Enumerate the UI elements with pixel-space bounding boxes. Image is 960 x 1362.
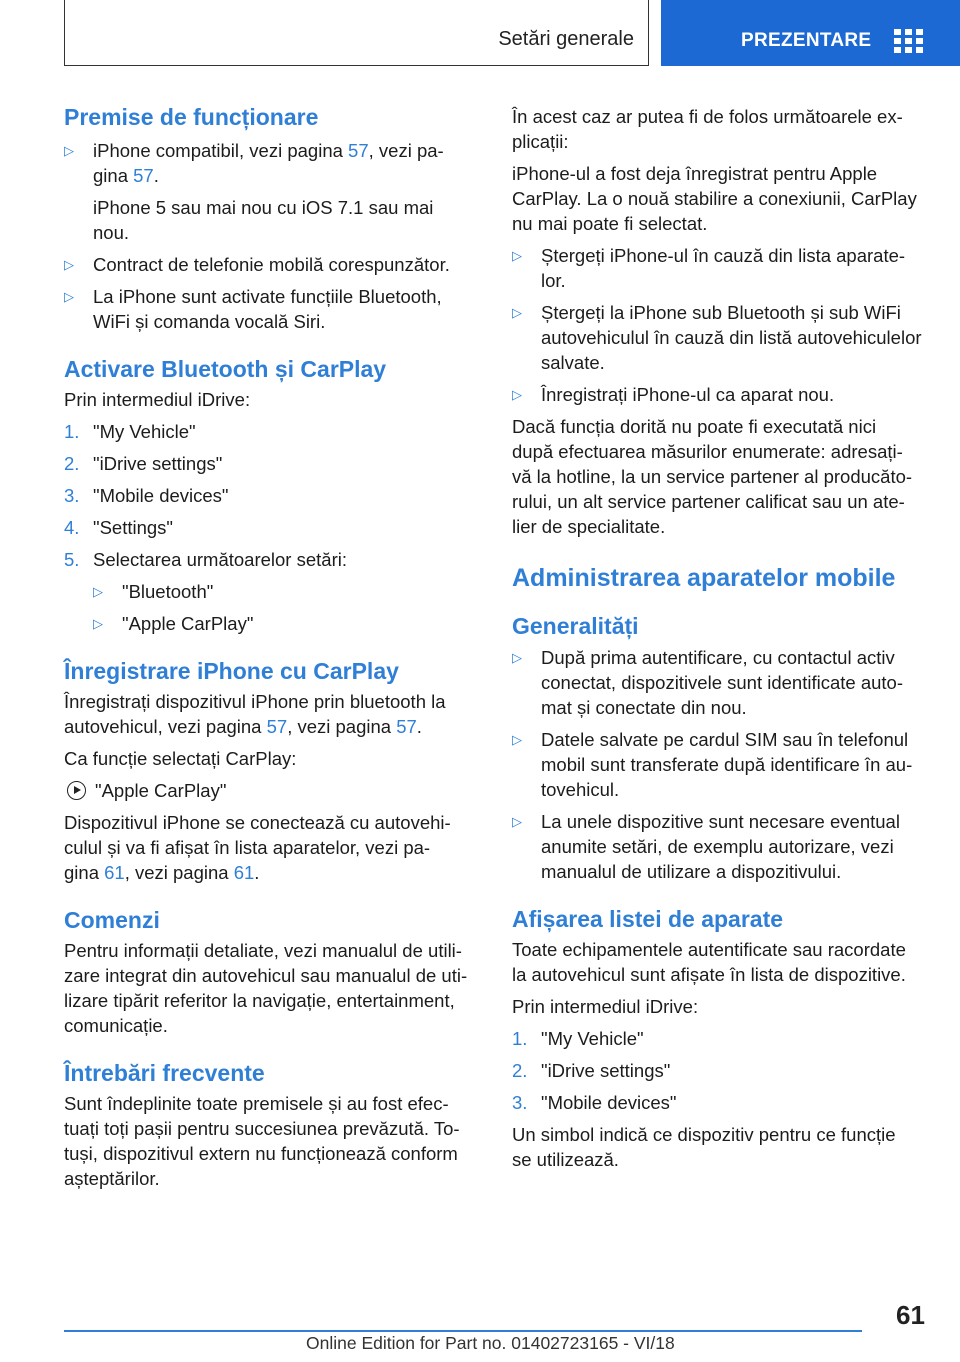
- list-item: 4. "Settings": [64, 517, 173, 538]
- list-item: 5. Selectarea următoarelor setări:: [64, 549, 347, 570]
- heading-comenzi: Comenzi: [64, 907, 160, 933]
- page-link-57[interactable]: 57: [266, 716, 288, 737]
- grid-menu-icon[interactable]: [894, 29, 922, 53]
- page-link-57[interactable]: 57: [133, 165, 154, 186]
- triangle-bullet-icon: ▷: [512, 814, 522, 829]
- play-circle-icon: [67, 781, 86, 800]
- triangle-bullet-icon: ▷: [512, 732, 522, 747]
- list-item: 2. "iDrive settings": [64, 453, 223, 474]
- triangle-bullet-icon: ▷: [64, 257, 74, 272]
- steps-list: [512, 1026, 942, 1115]
- heading-afisarea: Afișarea listei de aparate: [512, 906, 784, 932]
- registered-paragraph: iPhone-ul a fost deja înregistrat pentru Apple CarPlay. La o nouă stabilire a conexiunii, CarPlay nu mai poate fi selectat.: [512, 163, 917, 234]
- page-link-61[interactable]: 61: [104, 862, 125, 883]
- list-item: 3. "Mobile devices": [64, 485, 229, 506]
- heading-premise: Premise de funcționare: [64, 104, 319, 130]
- simbol-paragraph: Un simbol indică ce dispozitiv pentru ce funcție se utilizează.: [512, 1124, 896, 1170]
- footer-divider: [64, 1330, 862, 1332]
- header-section-box: [64, 0, 649, 66]
- steps-list: [64, 419, 484, 572]
- page-link-57[interactable]: 57: [348, 140, 369, 161]
- heading-administrarea: Administrarea aparatelor mobile: [512, 564, 896, 592]
- heading-generalitati: Generalități: [512, 613, 639, 639]
- triangle-bullet-icon: ▷: [512, 387, 522, 402]
- presentation-tab-label: PREZENTARE: [741, 30, 872, 51]
- triangle-bullet-icon: ▷: [64, 289, 74, 304]
- idrive-intro: Prin intermediul iDrive:: [512, 996, 699, 1017]
- list-item: 1. "My Vehicle": [64, 421, 196, 442]
- disp-paragraph: Dispozitivul iPhone se conectează cu autovehi- culul și va fi afișat în lista aparatelor, vezi pa- gina 61, vezi pagina 61.: [64, 812, 451, 883]
- inreg-paragraph: Înregistrați dispozitivul iPhone prin bluetooth la autovehicul, vezi pagina 57, vezi pagina 57.: [64, 691, 446, 737]
- left-column: [64, 100, 484, 1191]
- intrebari-paragraph: Sunt îndeplinite toate premisele și au fost efec- tuați toți pașii pentru succesiunea prevăzută. To- tuși, dispozitivul extern nu funcționează conform așteptărilor.: [64, 1093, 460, 1189]
- page-link-57[interactable]: 57: [396, 716, 417, 737]
- heading-inregistrare: Înregistrare iPhone cu CarPlay: [64, 658, 399, 684]
- list-item: 3. "Mobile devices": [512, 1092, 677, 1113]
- triangle-bullet-icon: ▷: [64, 143, 74, 158]
- bullet-auto-identify: ▷ După prima autentificare, cu contactul activ conectat, dispozitivele sunt identificate auto- mat și conectate din nou.: [512, 647, 903, 718]
- bullet-contract: ▷ Contract de telefonie mobilă corespunzător.: [64, 254, 450, 275]
- carplay-menu-item: "Apple CarPlay": [64, 778, 484, 803]
- triangle-bullet-icon: ▷: [93, 616, 103, 631]
- list-item: 1. "My Vehicle": [512, 1028, 644, 1049]
- bullet-iphone-compatible: ▷ iPhone compatibil, vezi pagina 57, vezi pa- gina 57. iPhone 5 sau mai nou cu iOS 7.1 sau mai nou.: [64, 140, 444, 243]
- page-number: 61: [896, 1300, 925, 1330]
- sub-bullet-carplay: ▷ "Apple CarPlay": [93, 613, 254, 634]
- page-link-61[interactable]: 61: [233, 862, 255, 883]
- triangle-bullet-icon: ▷: [512, 650, 522, 665]
- explicatii-intro: În acest caz ar putea fi de folos următoarele ex- plicații:: [512, 106, 903, 152]
- section-title: Setări generale: [498, 28, 634, 50]
- right-column: [512, 100, 942, 1172]
- bullet-device-settings: ▷ La unele dispozitive sunt necesare eventual anumite setări, de exemplu autorizare, vezi manualul de utilizare a dispozitivului.: [512, 811, 900, 882]
- bullet-functions-active: ▷ La iPhone sunt activate funcțiile Bluetooth, WiFi și comanda vocală Siri.: [64, 286, 442, 332]
- triangle-bullet-icon: ▷: [512, 305, 522, 320]
- triangle-bullet-icon: ▷: [512, 248, 522, 263]
- idrive-intro: Prin intermediul iDrive:: [64, 389, 251, 410]
- comenzi-paragraph: Pentru informații detaliate, vezi manualul de utili- zare integrat din autovehicul sau manualul de uti- lizare tipărit referitor la navigație, entertainment, comunicație.: [64, 940, 468, 1036]
- presentation-tab[interactable]: [661, 0, 960, 66]
- bullet-delete-vehicle: ▷ Ștergeți la iPhone sub Bluetooth și sub WiFi autovehiculul în cauză din listă autovehiculelor salvate.: [512, 302, 922, 373]
- bullet-register-new: ▷ Înregistrați iPhone-ul ca aparat nou.: [512, 384, 835, 405]
- footer-edition: Online Edition for Part no. 01402723165 - VI/18: [306, 1333, 675, 1353]
- sub-bullet-bluetooth: ▷ "Bluetooth": [93, 581, 214, 602]
- triangle-bullet-icon: ▷: [93, 584, 103, 599]
- ca-functie-text: Ca funcție selectați CarPlay:: [64, 748, 297, 769]
- bullet-sim-data: ▷ Datele salvate pe cardul SIM sau în telefonul mobil sunt transferate după identificare în au- tovehicul.: [512, 729, 913, 800]
- heading-activare: Activare Bluetooth și CarPlay: [64, 356, 387, 382]
- list-item: 2. "iDrive settings": [512, 1060, 671, 1081]
- heading-intrebari: Întrebări frecvente: [64, 1060, 265, 1086]
- afisare-paragraph: Toate echipamentele autentificate sau racordate la autovehicul sunt afișate în lista de dispozitive.: [512, 939, 906, 985]
- support-paragraph: Dacă funcția dorită nu poate fi executată nici după efectuarea măsurilor enumerate: adresați- vă la hotline, la un service partener al producăto- rului, un alt service partener calificat sau un ate- lier de specialitate.: [512, 416, 913, 537]
- bullet-delete-iphone: ▷ Ștergeți iPhone-ul în cauză din lista aparate- lor.: [512, 245, 906, 291]
